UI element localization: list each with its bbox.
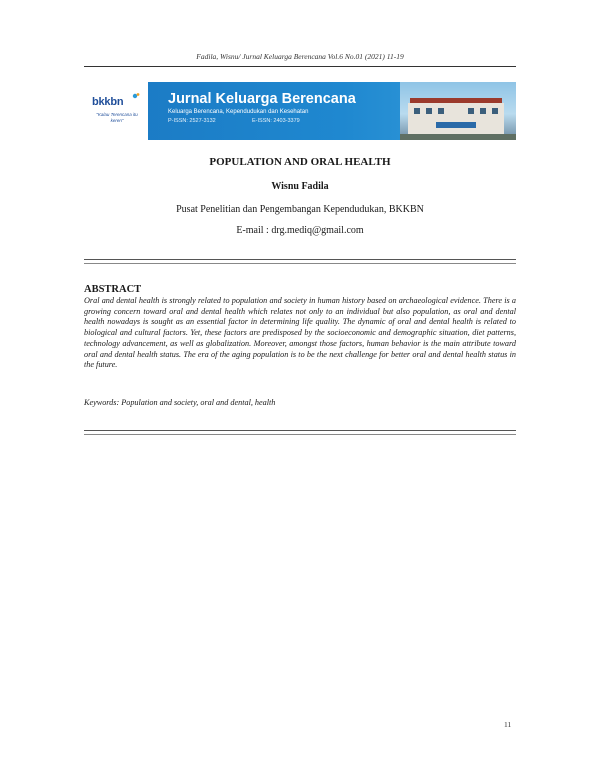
author-affiliation: Pusat Penelitian dan Pengembangan Kependudukan, BKKBN <box>176 204 424 215</box>
keywords: Keywords: Population and society, oral and dental, health <box>84 398 276 407</box>
building-window <box>414 108 420 114</box>
logo-box <box>84 82 148 140</box>
journal-subtitle: Keluarga Berencana, Kependudukan dan Kesehatan <box>168 109 309 115</box>
bkkbn-logo-mark-icon <box>132 92 140 100</box>
building-facade <box>408 103 504 134</box>
journal-name: Jurnal Keluarga Berencana <box>168 91 356 107</box>
office-building-photo-icon <box>400 82 516 140</box>
issn-online: E-ISSN: 2403-3379 <box>252 118 300 124</box>
building-window <box>480 108 486 114</box>
building-window <box>438 108 444 114</box>
building-window <box>426 108 432 114</box>
building-window <box>492 108 498 114</box>
paper-title: POPULATION AND ORAL HEALTH <box>209 156 391 168</box>
running-header: Fadila, Wisnu/ Jurnal Keluarga Berencana Vol.6 No.01 (2021) 11-19 <box>196 52 404 61</box>
email-label: E-mail : <box>236 225 269 236</box>
section-rule-bottom <box>84 430 516 435</box>
abstract-body: Oral and dental health is strongly related to population and society in human history based on archaeological evidence. There is a growing concern toward oral and dental health which relates not only to an individual but also population, as oral and dental health nowadays is sought as an essential factor in determining life quality. The dynamic of oral and dental health is related to biological and cultural factors. Yet, these factors are predisposed by the socioeconomic and demographic situation, diet patterns, technology advancement, as well as globalization. Moreover, amongst those factors, human behavior is the main attribute toward oral and dental health status. The era of the aging population is to be the next challenge for better oral and dental health status in the future. <box>84 296 516 370</box>
logo-tagline: "Kalau Terencana itu keren" <box>96 112 138 123</box>
journal-banner <box>84 82 516 140</box>
abstract-heading: ABSTRACT <box>84 284 142 295</box>
page-number: 11 <box>504 720 512 729</box>
author-email-line <box>0 225 600 236</box>
issn-print: P-ISSN: 2527-3132 <box>168 118 216 124</box>
section-rule-top <box>84 259 516 264</box>
bkkbn-logo: bkkbn <box>92 96 124 108</box>
email-address[interactable]: drg.mediq@gmail.com <box>271 225 364 236</box>
building-ground <box>400 134 516 140</box>
author-name: Wisnu Fadila <box>271 181 329 192</box>
building-window <box>468 108 474 114</box>
building-sign <box>436 122 476 128</box>
header-rule <box>84 66 516 67</box>
